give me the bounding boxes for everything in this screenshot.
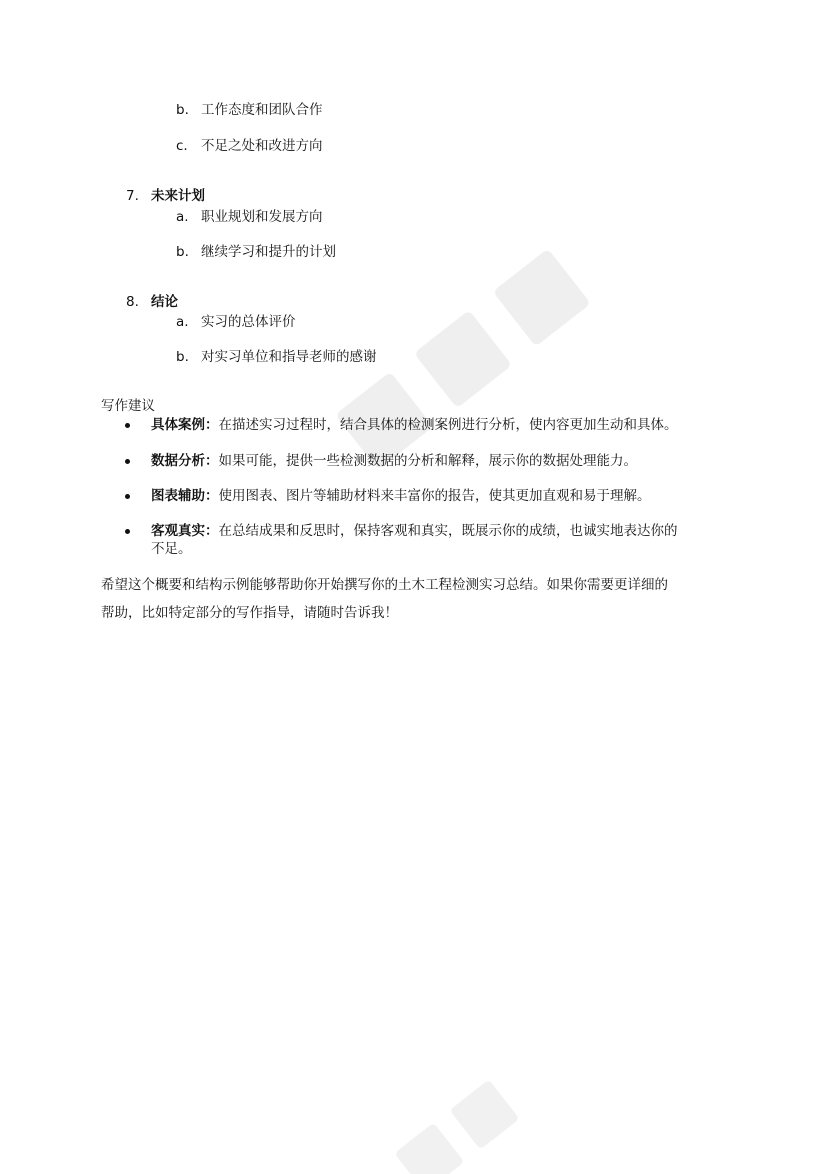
outline-7b-marker: b. xyxy=(176,244,189,260)
closing-line-1: 希望这个概要和结构示例能够帮助你开始撰写你的土木工程检测实习总结。如果你需要更详细的 xyxy=(101,577,668,593)
outline-7b-text: 继续学习和提升的计划 xyxy=(201,244,336,260)
tip-4-text: 在总结成果和反思时，保持客观和真实，既展示你的成绩，也诚实地表达你的 xyxy=(218,523,678,539)
outline-7a-text: 职业规划和发展方向 xyxy=(201,209,323,225)
outline-8-title: 结论 xyxy=(151,294,178,310)
outline-7-number: 7. xyxy=(126,188,139,204)
tip-1 xyxy=(151,416,678,434)
outline-6b-text: 工作态度和团队合作 xyxy=(201,102,323,118)
tip-4-label: 客观真实： xyxy=(151,523,219,539)
outline-8-number: 8. xyxy=(126,294,139,310)
tip-4 xyxy=(151,522,678,540)
tip-3-label: 图表辅助： xyxy=(151,488,219,504)
tip-4-continuation: 不足。 xyxy=(151,541,192,557)
outline-8a-text: 实习的总体评价 xyxy=(201,314,296,330)
outline-6c-text: 不足之处和改进方向 xyxy=(201,138,323,154)
tip-1-label: 具体案例： xyxy=(151,417,219,433)
outline-7-title: 未来计划 xyxy=(151,188,205,204)
tip-2-label: 数据分析： xyxy=(151,453,219,469)
tip-1-text: 在描述实习过程时，结合具体的检测案例进行分析，使内容更加生动和具体。 xyxy=(218,417,678,433)
tip-3 xyxy=(151,487,651,505)
closing-line-2: 帮助，比如特定部分的写作指导，请随时告诉我！ xyxy=(101,605,398,621)
outline-8b-marker: b. xyxy=(176,349,189,365)
tip-2 xyxy=(151,452,637,470)
outline-6b-marker: b. xyxy=(176,102,189,118)
bullet-icon xyxy=(125,494,130,499)
tip-2-text: 如果可能，提供一些检测数据的分析和解释，展示你的数据处理能力。 xyxy=(218,453,637,469)
outline-8a-marker: a. xyxy=(176,314,189,330)
outline-8b-text: 对实习单位和指导老师的感谢 xyxy=(201,349,377,365)
outline-6c-marker: c. xyxy=(176,138,188,154)
tip-3-text: 使用图表、图片等辅助材料来丰富你的报告，使其更加直观和易于理解。 xyxy=(218,488,651,504)
bullet-icon xyxy=(125,529,130,534)
bullet-icon xyxy=(125,459,130,464)
outline-7a-marker: a. xyxy=(176,209,189,225)
tips-heading: 写作建议 xyxy=(101,398,155,414)
bullet-icon xyxy=(125,423,130,428)
watermark-bottom-icon xyxy=(360,1080,560,1174)
